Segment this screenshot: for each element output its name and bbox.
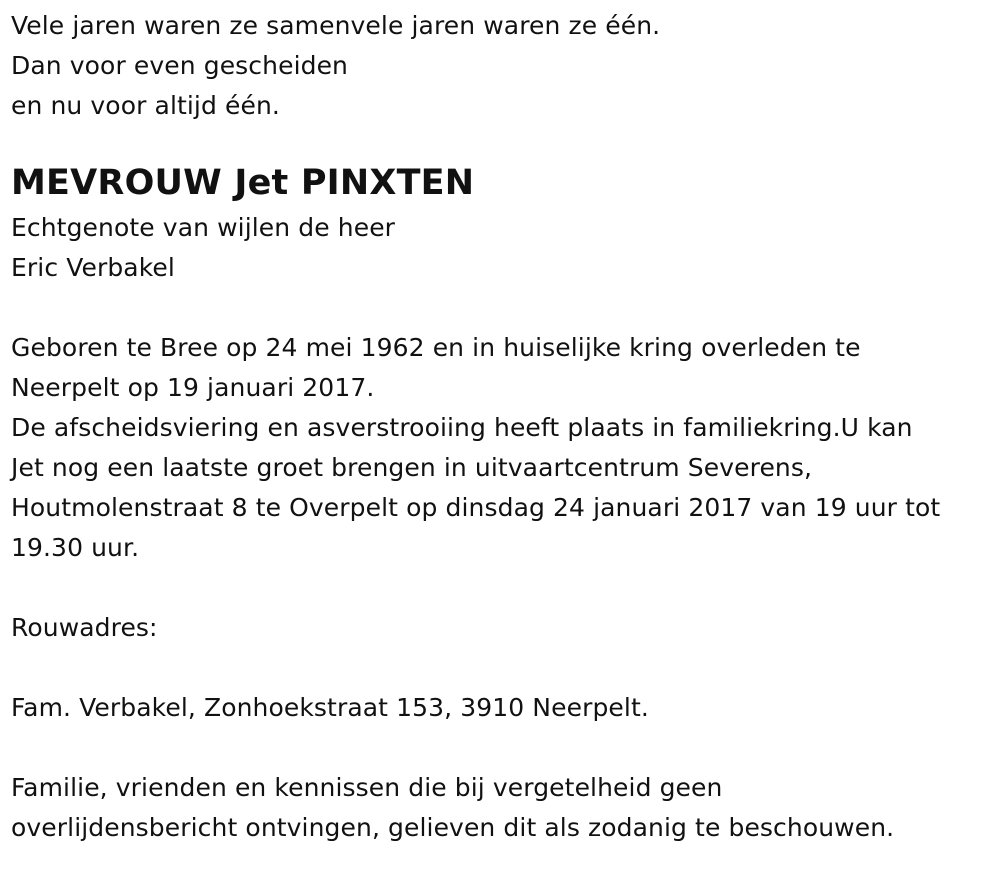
deceased-name: MEVROUW Jet PINXTEN: [11, 163, 475, 203]
closing-line: Familie, vrienden en kennissen die bij vergetelheid geen: [11, 773, 723, 802]
spacer: [11, 568, 996, 608]
poem-line: Dan voor even gescheiden: [11, 51, 349, 80]
spacer: [11, 288, 996, 328]
poem-line: Vele jaren waren ze samenvele jaren waren ze één.: [11, 11, 661, 40]
poem-line: en nu voor altijd één.: [11, 91, 280, 120]
closing-line: overlijdensbericht ontvingen, gelieven dit als zodanig te beschouwen.: [11, 813, 895, 842]
spouse-line: Eric Verbakel: [11, 253, 175, 282]
obituary-notice: [11, 6, 996, 848]
announcement-line: Neerpelt op 19 januari 2017.: [11, 373, 375, 402]
closing-note: [11, 768, 996, 848]
announcement-line: Geboren te Bree op 24 mei 1962 en in huiselijke kring overleden te: [11, 333, 861, 362]
spouse-line: Echtgenote van wijlen de heer: [11, 213, 396, 242]
spacer: [11, 728, 996, 768]
spouse-info: [11, 208, 996, 288]
announcement-line: Houtmolenstraat 8 te Overpelt op dinsdag 24 januari 2017 van 19 uur tot: [11, 493, 941, 522]
spacer: [11, 648, 996, 688]
poem: [11, 6, 996, 126]
mourning-address-label: Rouwadres:: [11, 613, 158, 642]
announcement-line: 19.30 uur.: [11, 533, 140, 562]
announcement: [11, 328, 996, 568]
announcement-line: Jet nog een laatste groet brengen in uitvaartcentrum Severens,: [11, 453, 813, 482]
announcement-line: De afscheidsviering en asverstrooiing heeft plaats in familiekring.U kan: [11, 413, 913, 442]
mourning-address: Fam. Verbakel, Zonhoekstraat 153, 3910 Neerpelt.: [11, 693, 649, 722]
